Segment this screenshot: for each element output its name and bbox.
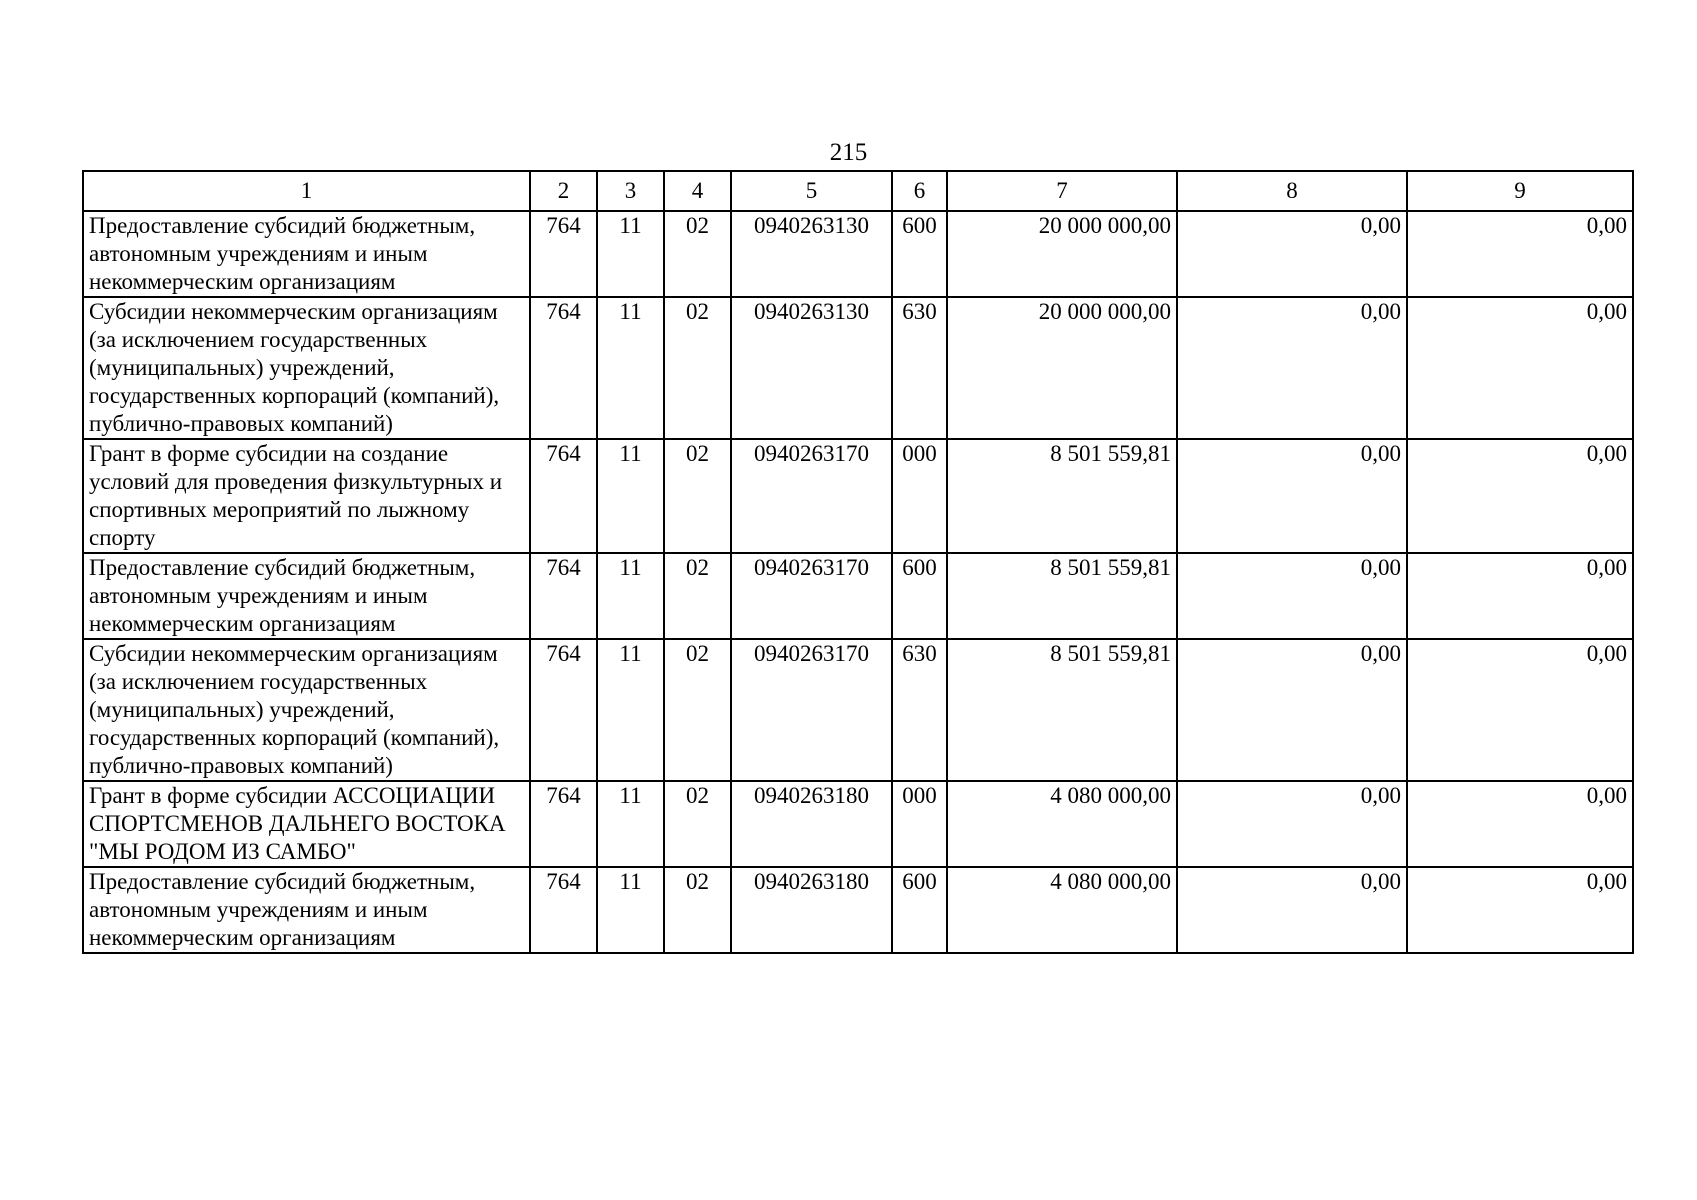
row-amount-9: 0,00 — [1407, 867, 1633, 953]
row-section-code: 11 — [597, 867, 664, 953]
row-amount-7: 20 000 000,00 — [947, 297, 1177, 439]
row-amount-8: 0,00 — [1177, 639, 1407, 781]
column-header: 5 — [731, 171, 892, 211]
column-header: 2 — [530, 171, 597, 211]
row-expense-type-code: 600 — [892, 553, 947, 639]
row-target-code: 0940263170 — [731, 553, 892, 639]
row-ministry-code: 764 — [530, 867, 597, 953]
row-name: Грант в форме субсидии на создание условий для проведения физкультурных и спортивных мероприятий по лыжному спорту — [83, 439, 530, 553]
row-target-code: 0940263170 — [731, 639, 892, 781]
row-ministry-code: 764 — [530, 439, 597, 553]
column-header: 8 — [1177, 171, 1407, 211]
row-ministry-code: 764 — [530, 553, 597, 639]
column-header: 1 — [83, 171, 530, 211]
row-target-code: 0940263130 — [731, 211, 892, 297]
row-amount-8: 0,00 — [1177, 553, 1407, 639]
row-subsection-code: 02 — [664, 297, 731, 439]
row-amount-7: 8 501 559,81 — [947, 553, 1177, 639]
column-header: 4 — [664, 171, 731, 211]
row-subsection-code: 02 — [664, 781, 731, 867]
row-section-code: 11 — [597, 553, 664, 639]
column-header: 9 — [1407, 171, 1633, 211]
row-ministry-code: 764 — [530, 639, 597, 781]
row-amount-8: 0,00 — [1177, 781, 1407, 867]
budget-table — [82, 170, 1634, 954]
row-subsection-code: 02 — [664, 867, 731, 953]
row-ministry-code: 764 — [530, 781, 597, 867]
row-amount-8: 0,00 — [1177, 297, 1407, 439]
row-amount-7: 4 080 000,00 — [947, 867, 1177, 953]
row-amount-9: 0,00 — [1407, 211, 1633, 297]
row-subsection-code: 02 — [664, 211, 731, 297]
row-amount-9: 0,00 — [1407, 639, 1633, 781]
row-name: Предоставление субсидий бюджетным, автономным учреждениям и иным некоммерческим организациям — [83, 211, 530, 297]
row-section-code: 11 — [597, 439, 664, 553]
table-row — [83, 439, 1633, 553]
column-header: 7 — [947, 171, 1177, 211]
row-expense-type-code: 630 — [892, 639, 947, 781]
page-number: 215 — [829, 139, 868, 166]
row-amount-7: 8 501 559,81 — [947, 439, 1177, 553]
table-row — [83, 297, 1633, 439]
row-amount-7: 8 501 559,81 — [947, 639, 1177, 781]
row-expense-type-code: 000 — [892, 781, 947, 867]
row-target-code: 0940263180 — [731, 867, 892, 953]
row-section-code: 11 — [597, 297, 664, 439]
row-ministry-code: 764 — [530, 211, 597, 297]
row-amount-7: 20 000 000,00 — [947, 211, 1177, 297]
row-expense-type-code: 630 — [892, 297, 947, 439]
row-expense-type-code: 000 — [892, 439, 947, 553]
row-name: Предоставление субсидий бюджетным, автономным учреждениям и иным некоммерческим организациям — [83, 553, 530, 639]
row-section-code: 11 — [597, 781, 664, 867]
row-amount-7: 4 080 000,00 — [947, 781, 1177, 867]
row-amount-9: 0,00 — [1407, 553, 1633, 639]
row-subsection-code: 02 — [664, 553, 731, 639]
row-ministry-code: 764 — [530, 297, 597, 439]
table-row — [83, 781, 1633, 867]
table-row — [83, 867, 1633, 953]
row-amount-8: 0,00 — [1177, 867, 1407, 953]
table-row — [83, 211, 1633, 297]
row-name: Предоставление субсидий бюджетным, автономным учреждениям и иным некоммерческим организациям — [83, 867, 530, 953]
table-row — [83, 553, 1633, 639]
row-subsection-code: 02 — [664, 639, 731, 781]
row-section-code: 11 — [597, 211, 664, 297]
column-header: 3 — [597, 171, 664, 211]
row-name: Субсидии некоммерческим организациям (за исключением государственных (муниципальных) учреждений, государственных корпораций (компаний), публично-правовых компаний) — [83, 639, 530, 781]
row-amount-9: 0,00 — [1407, 439, 1633, 553]
row-expense-type-code: 600 — [892, 867, 947, 953]
row-amount-9: 0,00 — [1407, 781, 1633, 867]
table-header-row — [83, 171, 1633, 211]
row-target-code: 0940263170 — [731, 439, 892, 553]
row-section-code: 11 — [597, 639, 664, 781]
row-target-code: 0940263180 — [731, 781, 892, 867]
row-target-code: 0940263130 — [731, 297, 892, 439]
table-row — [83, 639, 1633, 781]
row-name: Грант в форме субсидии АССОЦИАЦИИ СПОРТСМЕНОВ ДАЛЬНЕГО ВОСТОКА "МЫ РОДОМ ИЗ САМБО" — [83, 781, 530, 867]
row-amount-8: 0,00 — [1177, 439, 1407, 553]
row-subsection-code: 02 — [664, 439, 731, 553]
row-name: Субсидии некоммерческим организациям (за исключением государственных (муниципальных) учреждений, государственных корпораций (компаний), публично-правовых компаний) — [83, 297, 530, 439]
row-amount-8: 0,00 — [1177, 211, 1407, 297]
row-amount-9: 0,00 — [1407, 297, 1633, 439]
column-header: 6 — [892, 171, 947, 211]
row-expense-type-code: 600 — [892, 211, 947, 297]
